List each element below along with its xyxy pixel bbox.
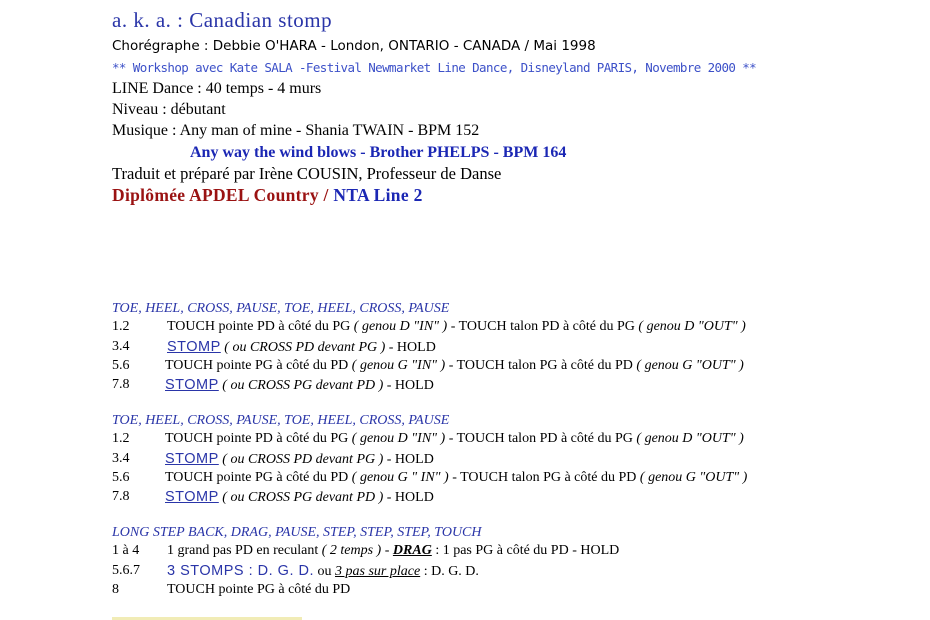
translator-line: Traduit et préparé par Irène COUSIN, Professeur de Danse <box>112 164 502 183</box>
step-count: 7.8 <box>112 377 130 392</box>
step-text: 3 STOMPS : D. G. D. ou 3 pas sur place : D. G. D. <box>167 563 479 579</box>
diploma-apdel: Diplômée APDEL Country / <box>112 185 329 205</box>
section-2-title: TOE, HEEL, CROSS, PAUSE, TOE, HEEL, CROSS, PAUSE <box>112 413 450 428</box>
workshop-line: ** Workshop avec Kate SALA -Festival Newmarket Line Dance, Disneyland PARIS, Novembre 2000 ** <box>112 60 757 75</box>
stomp-link[interactable]: STOMP <box>167 339 221 355</box>
step-count: 7.8 <box>112 489 130 504</box>
choreographer-line: Chorégraphe : Debbie O'HARA - London, ONTARIO - CANADA / Mai 1998 <box>112 38 596 54</box>
music-line-2: Any way the wind blows - Brother PHELPS - BPM 164 <box>190 144 567 161</box>
stomp-link[interactable]: STOMP <box>165 377 219 393</box>
line-dance-info: LINE Dance : 40 temps - 4 murs <box>112 80 322 97</box>
diploma-nta: NTA Line 2 <box>328 185 423 205</box>
step-count: 3.4 <box>112 339 130 354</box>
step-text: TOUCH pointe PG à côté du PD ( genou G "IN" ) - TOUCH talon PG à côté du PD ( genou G "OUT" ) <box>165 358 744 373</box>
step-text: TOUCH pointe PD à côté du PG ( genou D "IN" ) - TOUCH talon PD à côté du PG ( genou D "OUT" ) <box>165 431 744 446</box>
step-text: STOMP ( ou CROSS PD devant PG ) - HOLD <box>167 339 436 355</box>
stomps-link[interactable]: 3 STOMPS : D. G. D. <box>167 563 315 579</box>
step-text: TOUCH pointe PD à côté du PG ( genou D "IN" ) - TOUCH talon PD à côté du PG ( genou D "OUT" ) <box>167 319 746 334</box>
step-count: 3.4 <box>112 451 130 466</box>
stomp-link[interactable]: STOMP <box>165 489 219 505</box>
level-info: Niveau : débutant <box>112 101 226 118</box>
section-3-title: LONG STEP BACK, DRAG, PAUSE, STEP, STEP, STEP, TOUCH <box>112 525 482 540</box>
step-count: 1.2 <box>112 431 130 446</box>
step-count: 1.2 <box>112 319 130 334</box>
dance-title: a. k. a. : Canadian stomp <box>112 8 333 32</box>
step-text: 1 grand pas PD en reculant ( 2 temps ) - DRAG : 1 pas PG à côté du PD - HOLD <box>167 543 620 558</box>
step-text: TOUCH pointe PG à côté du PD ( genou G " IN" ) - TOUCH talon PG à côté du PD ( genou G "OUT" ) <box>165 470 748 485</box>
step-count: 5.6 <box>112 358 130 373</box>
step-count: 1 à 4 <box>112 543 140 558</box>
music-line-1: Musique : Any man of mine - Shania TWAIN - BPM 152 <box>112 122 480 139</box>
step-text: STOMP ( ou CROSS PD devant PG ) - HOLD <box>165 451 434 467</box>
step-count: 5.6.7 <box>112 563 140 578</box>
step-count: 5.6 <box>112 470 130 485</box>
step-text: STOMP ( ou CROSS PG devant PD ) - HOLD <box>165 377 434 393</box>
section-1-title: TOE, HEEL, CROSS, PAUSE, TOE, HEEL, CROSS, PAUSE <box>112 301 450 316</box>
diploma-line <box>112 185 423 206</box>
step-text: STOMP ( ou CROSS PG devant PD ) - HOLD <box>165 489 434 505</box>
stomp-link[interactable]: STOMP <box>165 451 219 467</box>
step-count: 8 <box>112 582 119 597</box>
step-text: TOUCH pointe PG à côté du PD <box>167 582 351 597</box>
